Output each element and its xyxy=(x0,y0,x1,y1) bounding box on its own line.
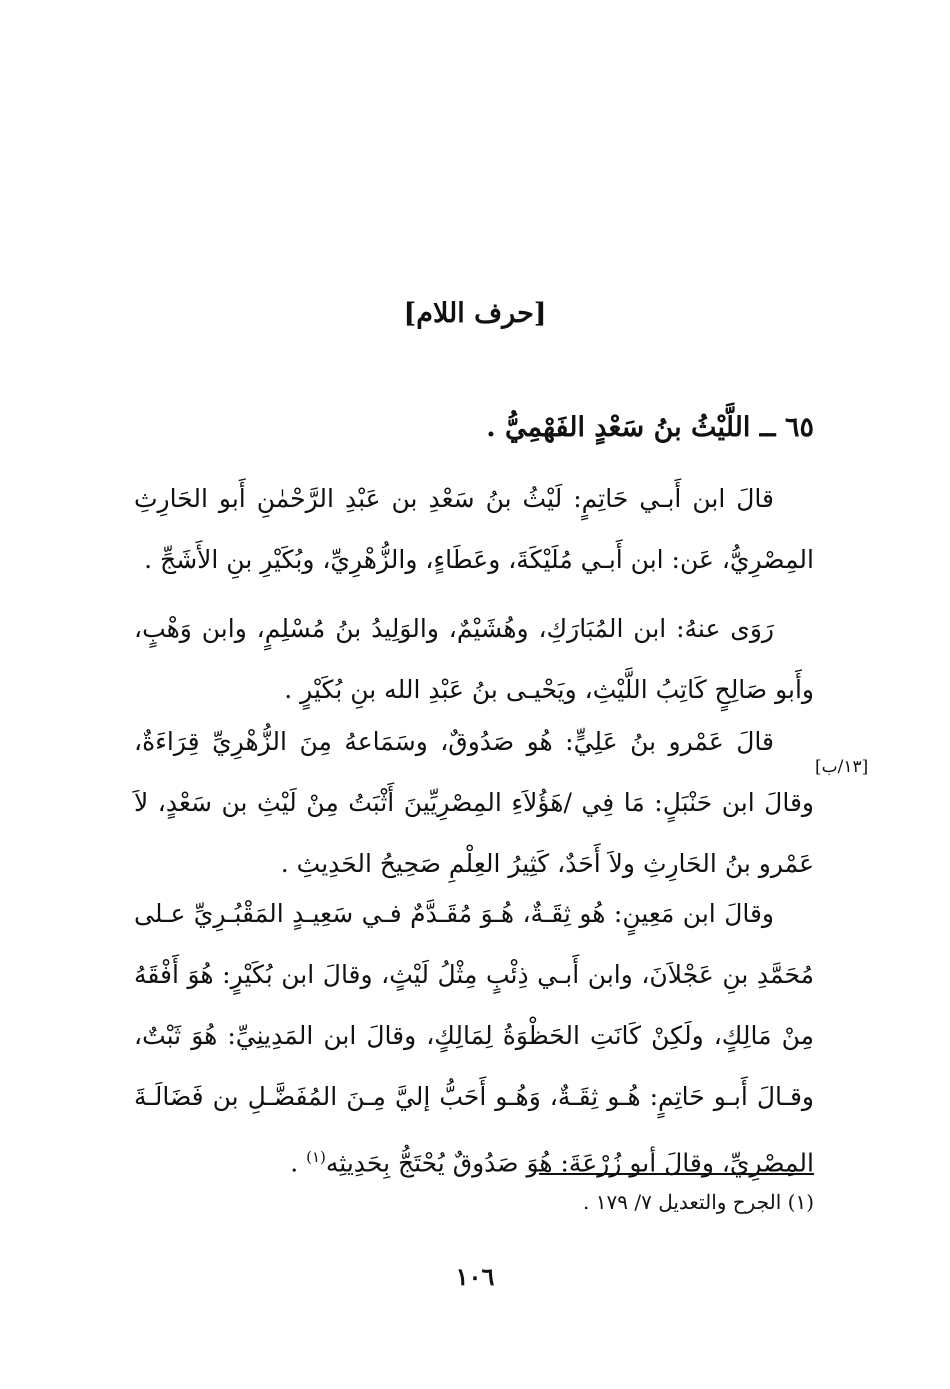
chapter-title: [حرف اللام] xyxy=(403,298,547,329)
paragraph-4-end: . xyxy=(290,1148,307,1178)
paragraph-1 xyxy=(134,468,814,590)
footnote-divider xyxy=(539,1173,814,1175)
paragraph-3-text: قالَ عَمْرو بنُ عَلِيٍّ: هُو صَدُوقٌ، وسَمَاعهُ مِنَ الزُّهْرِيِّ قِرَاءَةٌ، وقالَ ابن حَنْبَلٍ: مَا فِي /هَؤُلاَءِ المِصْرِيِّينَ أَثْبَتُ مِنْ لَيْثِ بن سَعْدٍ، لاَ عَمْرو بنُ الحَارِثِ ولاَ أَحَدٌ، كَثِيرُ العِلْمِ صَحِيحُ الحَدِيثِ . xyxy=(134,727,814,878)
footnote-reference[interactable]: (١) xyxy=(306,1148,326,1166)
page-number: ١٠٦ xyxy=(455,1262,495,1291)
paragraph-2-text: رَوَى عنهُ: ابن المُبَارَكِ، وهُشَيْمٌ، والوَلِيدُ بنُ مُسْلِمٍ، وابن وَهْبٍ، وأَبو صَالِحٍ كَاتِبُ اللَّيْثِ، ويَحْيـى بنُ عَبْدِ الله بنِ بُكَيْرٍ . xyxy=(134,614,814,704)
paragraph-4-text: وقالَ ابن مَعِينٍ: هُو ثِقَـةٌ، هُـوَ مُقَـدَّمٌ فـي سَعِيـدٍ المَقْبُـرِيِّ عـلى مُحَمَّدِ بنِ عَجْلاَنَ، وابن أَبـي ذِئْبٍ مِثْلُ لَيْثٍ، وقالَ ابن بُكَيْرٍ: هُوَ أَفْقَهُ مِنْ مَالِكٍ، ولَكِنْ كَانَتِ الحَظْوَةُ لِمَالِكٍ، وقالَ ابن المَدِينِيِّ: هُوَ ثَبْتٌ، وقـالَ أَبـو حَاتِمٍ: هُـو ثِقَـةٌ، وَهُـو أَحَبُّ إليَّ مِـنَ المُفَضَّـلِ بن فَضَالَـةَ المِصْرِيِّ، وقالَ أبو زُرْعَةَ: هُوَ صَدُوقٌ يُحْتَجُّ بِحَدِيثِه xyxy=(134,899,814,1178)
folio-marker: [١٣/ب] xyxy=(815,757,869,777)
paragraph-1-text: قالَ ابن أَبـي حَاتِمٍ: لَيْثُ بنُ سَعْدِ بن عَبْدِ الرَّحْمٰنِ أَبو الحَارِثِ المِصْرِيُّ، عَن: ابن أَبـي مُلَيْكَةَ، وعَطَاءٍ، والزُّهْرِيِّ، وبُكَيْرِ بنِ الأَشَجِّ . xyxy=(134,484,814,574)
paragraph-4 xyxy=(134,883,814,1193)
footnote: (١) الجرح والتعديل ٧/ ١٧٩ . xyxy=(583,1190,814,1214)
entry-heading: ٦٥ ــ اللَّيْثُ بنُ سَعْدٍ الفَهْمِيُّ . xyxy=(486,412,814,443)
paragraph-3 xyxy=(134,711,814,894)
paragraph-2 xyxy=(134,598,814,720)
